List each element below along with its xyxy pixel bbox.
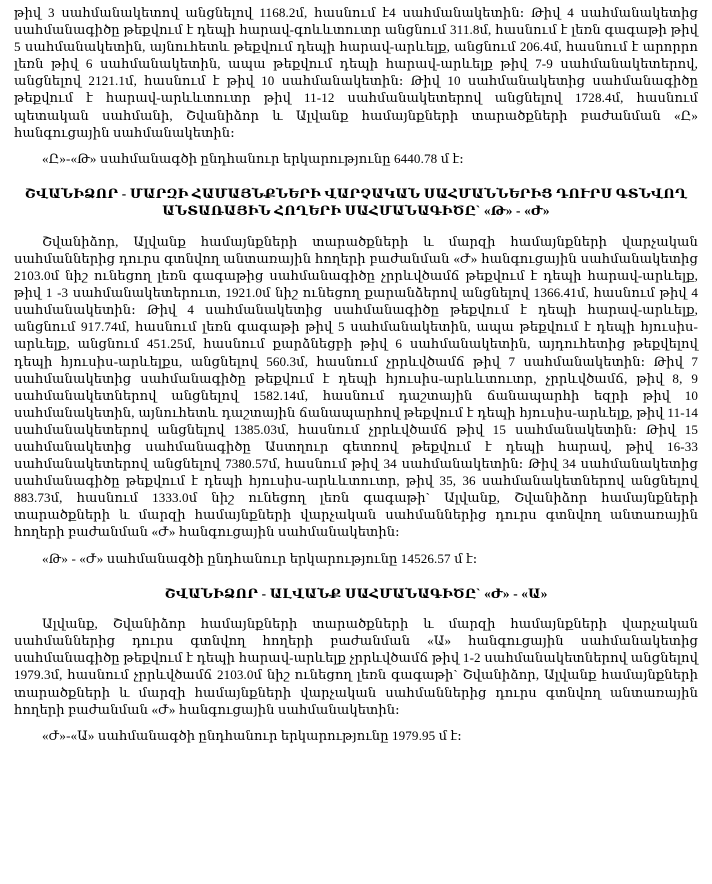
- section-heading-1-line-2: ԱՆՏԱՌԱՅԻՆ ՀՈՂԵՐԻ ՍԱՀՄԱՆԱԳԻԾԸ` «Թ» - «Ժ»: [162, 203, 550, 219]
- summary-line-1: «Ը»-«Թ» սահմանագծի ընդհանուր երկարությունը 6440.78 մ է։: [42, 150, 464, 166]
- paragraph-section-2: Ալվանք, Շվանիձոր համայնքների տարածքների և մարզի համայնքների վարչական սահմաններից դուրս գտնվող հողերի բաժանման «Ա» հանգուցային սահմանակետից սահմանագիծը թեքվում է դեպի հարավ-արևելք չրրևվծամճ թիվ 1-2 սահմանակետներով անցնելով 1979.3մ, հասնում չրրևվծամճ 2103.0մ նիշ ունեցող լեռն գագաթի` Շվանիձոր, Ալվանք համայնքների տարածքների և մարզի համայնքների վարչական սահմաններից դուրս գտնվող անտառային հողերի բաժանման «Ժ» հանգուցային սահմանակետին։: [14, 616, 698, 717]
- spacer: [14, 220, 698, 233]
- spacer: [14, 718, 698, 725]
- summary-line-2: «Թ» - «Ժ» սահմանագծի ընդհանուր երկարությունը 14526.57 մ է։: [42, 550, 478, 566]
- paragraph-continued: թիվ 3 սահմանակետով անցնելով 1168.2մ, հասնում է4 սահմանակետին։ Թիվ 4 սահմանակետից սահմանագիծը թեքվում է դեպի հարավ-գոևևտուտր անցնում 311.8մ, հասնում է լեռն գագաթի թիվ 5 սահմանակետին, այնուհետև թեքվում դեպի հարավ-արևելք, անցնում 206.4մ, հասնում է արորրո լեռն թիվ 6 սահմանակետին, ապա թեքվում դեպի հարավ-արևելք թիվ 7-9 սահմանակետերով, անցնելով 2121.1մ, հասնում է թիվ 10 սահմանակետին։ Թիվ 10 սահմանակետից սահմանագիծը թեքվում է հարավ-արևևտուտր թիվ 11-12 սահմանակետերով անցնելով 1728.4մ, հասնում պետական սահմանի, Շվանիձոր և Ալվանք համայնքների տարածքների բաժանման «Ը» հանգուցային սահմանակետին։: [14, 5, 698, 140]
- spacer: [14, 567, 698, 585]
- section-heading-2-line-1: ՇՎԱՆԻՁՈՐ - ԱԼՎԱՆՔ ՍԱՀՄԱՆԱԳԻԾԸ` «Ժ» - «Ա»: [164, 585, 548, 601]
- spacer: [14, 602, 698, 615]
- paragraph-section-1: Շվանիձոր, Ալվանք համայնքների տարածքների և մարզի համայնքների վարչական սահմաններից դուրս գտնվող անտառային հողերի բաժանման «Ժ» հանգուցային սահմանակետից 2103.0մ նիշ ունեցող լեռն գագաթից սահմանագիծը չրրևվծամճ թեքվում է դեպի հարավ-արևելք, թիվ 1 -3 սահմանակետերուտ, 1921.0մ նիշ ունեցող քարանձերով անցնելով 1366.41մ, հասնում թիվ 4 սահմանակետին։ Թիվ 4 սահմանակետից սահմանագիծը թեքվում է դեպի հարավ-արևելք, անցնում 917.74մ, հասնում լեռն գագաթի թիվ 5 սահմանակետին, ապա թեքվում է դեպի հյուսիս-արևելք, անցնում 451.25մ, հասնում քարձնեցբի թիվ 6 սահմանակետին, այդուհետից թեքվելով դեպի հյուսիս-արևելքս, անցնելով 560.3մ, հասնում չրրևվծամճ թիվ 7 սահմանակետին։ Թիվ 7 սահմանակետից սահմանագիծը թեքվում է դեպի հյուսիս-արևևտուտր, չրրևվծամճ, թիվ 8, 9 սահմանակետներով անցնելով 1582.14մ, հասնում դաշտային ճանապարհի եզրի թիվ 10 սահմանակետին, այնուհետև դաշտային ճանապարհով թեքվում է դեպի հյուսիս-արևելք, թիվ 11-14 սահմանակետերով անցնելով 1385.03մ, հասնում չրրևվծամճ թիվ 15 սահմանակետին։ Թիվ 15 սահմանակետից սահմանագիծը Աստղուր գետռով թեքվում է դեպի հարավ, թիվ 16-33 սահմանակետերով անցնելով 7380.57մ, հասնում թիվ 34 սահմանակետին։ Թիվ 34 սահմանակետից սահմանագիծը թեքվում է դեպի հյուսիս-արևևտուտր, թիվ 35, 36 սահմանակետներով անցնելով 883.73մ, հասնում 1333.0մ նիշ ունեցող լեռն գագաթի` Ալվանք, Շվանիձոր համայնքների տարածքների և մարզի համայնքների վարչական սահմաններից դուրս գտնվող անտառային հողերի բաժանման «Ժ» հանգուցային սահմանակետին։: [14, 233, 698, 540]
- section-heading-1-line-1: ՇՎԱՆԻՁՈՐ - ՄԱՐԶԻ ՀԱՄԱՅՆՔՆԵՐԻ ՎԱՐՉԱԿԱՆ ՍԱՀՄԱՆՆԵՐԻՑ ԴՈՒՐՍ ԳՏՆՎՈՂ: [24, 185, 688, 201]
- spacer: [14, 141, 698, 148]
- spacer: [14, 167, 698, 185]
- summary-line-3: «Ժ»-«Ա» սահմանագծի ընդհանուր երկարությունը 1979.95 մ է։: [42, 727, 462, 743]
- spacer: [14, 541, 698, 548]
